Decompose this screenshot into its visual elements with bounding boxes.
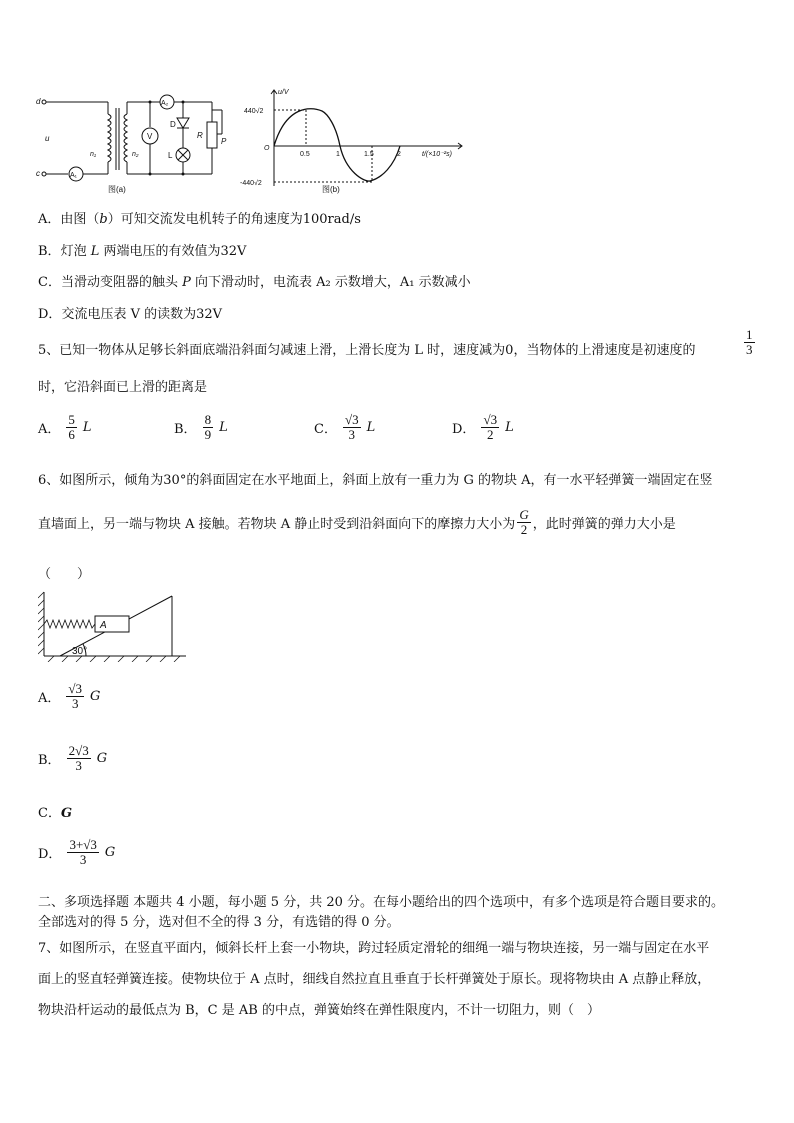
q6-option-c[interactable]: C．G xyxy=(38,806,73,821)
spring xyxy=(44,620,95,628)
terminal-c-label: c xyxy=(36,169,40,178)
y-max-label: 440√2 xyxy=(244,108,264,115)
terminal-d-label: d xyxy=(36,97,41,106)
q6-option-d[interactable]: D． $\frac{3+√3}{3}$ G xyxy=(38,837,116,868)
q4-option-b[interactable]: B．灯泡 L 两端电压的有效值为32V xyxy=(38,244,247,259)
q6-stem-line1: 6、如图所示，倾角为30°的斜面固定在水平地面上，斜面上放有一重力为 G 的物块 A，有一水平轻弹簧一端固定在竖 xyxy=(38,473,713,488)
q5-option-b[interactable]: B． $\frac{8}{9}$ L xyxy=(174,412,228,443)
tick-1: 1 xyxy=(336,151,340,158)
figure-a-caption: 图(a) xyxy=(108,185,126,194)
circuit-figure xyxy=(36,92,236,197)
section2-heading-line1: 二、多项选择题 本题共 4 小题，每小题 5 分，共 20 分。在每小题给出的四个选项中，有多个选项是符合题目要求的。 xyxy=(38,895,725,910)
y-axis-label: u/V xyxy=(278,89,289,96)
x-axis-label: t/(×10⁻²s) xyxy=(422,151,452,158)
voltage-u-label: u xyxy=(45,134,50,143)
q7-stem-line1: 7、如图所示，在竖直平面内，倾斜长杆上套一小物块，跨过轻质定滑轮的细绳一端与物块连接，另一端与固定在水平 xyxy=(38,941,710,956)
tick-2: 2 xyxy=(397,151,401,158)
q5-stem-line2: 时，它沿斜面已上滑的距离是 xyxy=(38,380,208,395)
q7-stem-line2: 面上的竖直轻弹簧连接。使物块位于 A 点时，细线自然拉直且垂直于长杆弹簧处于原长。现将物块由 A 点静止释放， xyxy=(38,972,711,987)
q4-option-a[interactable]: A．由图（b）可知交流发电机转子的角速度为100rad/s xyxy=(38,212,361,227)
q6-option-a[interactable]: A． $\frac{√3}{3}$ G xyxy=(38,681,101,712)
resistor-label: R xyxy=(197,131,203,140)
q5-option-c[interactable]: C． $\frac{√3}{3}$ L xyxy=(314,412,376,443)
section2-heading-line2: 全部选对的得 5 分，选对但不全的得 3 分，有选错的得 0 分。 xyxy=(38,915,400,930)
ammeter-a2-label: A₂ xyxy=(161,100,169,107)
q4-option-c[interactable]: C．当滑动变阻器的触头 P 向下滑动时，电流表 A₂ 示数增大，A₁ 示数减小 xyxy=(38,275,471,290)
sine-curve xyxy=(274,109,400,181)
origin-label: O xyxy=(264,145,270,152)
q4-option-d[interactable]: D．交流电压表 V 的读数为32V xyxy=(38,307,223,322)
tick-1-5: 1.5 xyxy=(364,151,374,158)
q5-option-a[interactable]: A． $\frac{5}{6}$ L xyxy=(38,412,92,443)
lamp-label: L xyxy=(168,151,173,160)
ammeter-a1-label: A₁ xyxy=(70,172,78,179)
n1-label: n₁ xyxy=(90,151,97,158)
diode-label: D xyxy=(170,120,176,129)
slider-label: P xyxy=(221,137,227,146)
tick-0-5: 0.5 xyxy=(300,151,310,158)
wave-figure xyxy=(240,86,465,196)
figure-b-caption: 图(b) xyxy=(322,185,340,194)
block-a-label: A xyxy=(100,620,107,631)
q6-stem-line2: 直墙面上，另一端与物块 A 接触。若物块 A 静止时受到沿斜面向下的摩擦力大小为 $\frac{G}{2}$ ，此时弹簧的弹力大小是 xyxy=(38,507,676,538)
angle-label: 30° xyxy=(72,646,88,657)
y-min-label: -440√2 xyxy=(240,180,262,187)
q5-options xyxy=(38,413,758,453)
voltmeter-label: V xyxy=(147,132,153,141)
n2-label: n₂ xyxy=(132,151,139,158)
q6-option-b[interactable]: B． $\frac{2√3}{3}$ G xyxy=(38,743,108,774)
q5-option-d[interactable]: D． $\frac{√3}{2}$ L xyxy=(452,412,514,443)
q6-answer-paren: （ ） xyxy=(38,567,91,582)
q7-stem-line3: 物块沿杆运动的最低点为 B，C 是 AB 的中点，弹簧始终在弹性限度内，不计一切阻力，则（ ） xyxy=(38,1003,600,1018)
q5-fraction: $\frac{1}{3}$ xyxy=(746,327,753,358)
q5-stem-line1: 5、已知一物体从足够长斜面底端沿斜面匀减速上滑，上滑长度为 L 时，速度减为0，当物体的上滑速度是初速度的 xyxy=(38,343,696,358)
incline-figure xyxy=(38,590,188,662)
